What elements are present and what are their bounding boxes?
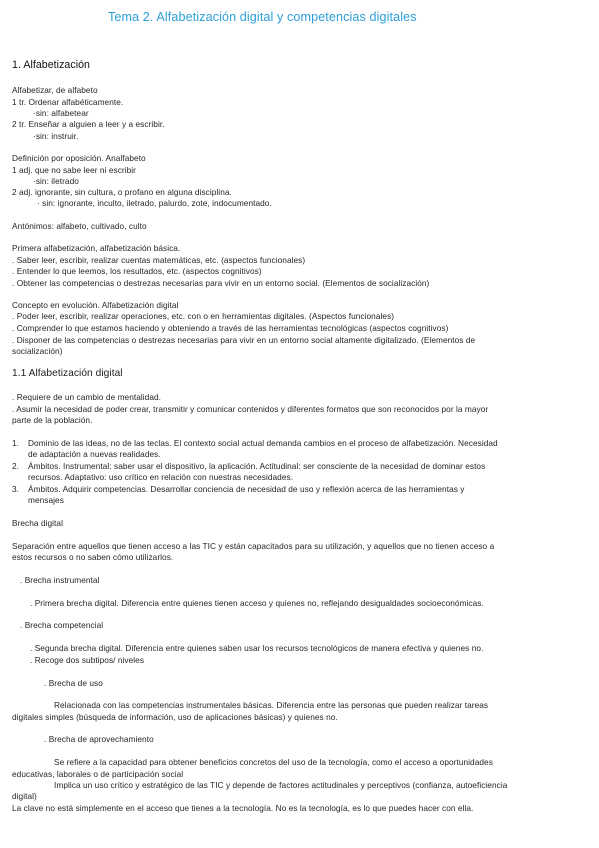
paragraph-line: Implica un uso crítico y estratégico de las TIC y depende de factores actitudinales y perceptivos (confianza, autoeficiencia (54, 780, 508, 790)
subheading-brecha-digital: Brecha digital (12, 518, 63, 528)
paragraph-line: . Obtener las competencias o destrezas necesarias para vivir en un entorno social. (Elementos de socialización) (12, 278, 430, 288)
definition-line: Definición por oposición. Analfabeto (12, 153, 146, 163)
paragraph-line: . Entender lo que leemos, los resultados, etc. (aspectos cognitivos) (12, 266, 262, 276)
subheading-brecha-de-aprovechamiento: . Brecha de aprovechamiento (44, 734, 154, 744)
page-title: Tema 2. Alfabetización digital y competencias digitales (108, 10, 417, 24)
paragraph-line: . Segunda brecha digital. Diferencia entre quienes saben usar los recursos tecnológicos de manera efectiva y quienes no. (30, 643, 484, 653)
paragraph-line: . Saber leer, escribir, realizar cuentas matemáticas, etc. (aspectos funcionales) (12, 255, 306, 265)
subheading-brecha-instrumental: . Brecha instrumental (20, 575, 100, 585)
paragraph-line: Primera alfabetización, alfabetización básica. (12, 243, 181, 253)
paragraph-line: digitales simples (búsqueda de información, uso de aplicaciones básicas) y quienes no. (12, 712, 338, 722)
synonym-line: · sin: ignorante, inculto, iletrado, palurdo, zote, indocumentado. (37, 198, 272, 208)
list-item-line: de adaptación a nuevas realidades. (28, 449, 161, 459)
subheading-brecha-de-uso: . Brecha de uso (44, 678, 103, 688)
paragraph-line: . Disponer de las competencias o destrezas necesarias para vivir en un entorno social altamente digitalizado. (Elementos de (12, 335, 476, 345)
paragraph-line: estos recursos o no saben cómo utilizarlos. (12, 552, 174, 562)
paragraph-line: . Primera brecha digital. Diferencia entre quienes tienen acceso y quienes no, reflejando desigualdades socioeconómicas. (30, 598, 484, 608)
list-item-line: recursos. Adaptativo: uso crítico en relación con nuestras necesidades. (28, 472, 294, 482)
paragraph-line: . Comprender lo que estamos haciendo y obteniendo a través de las herramientas tecnológicas (aspectos cognitivos) (12, 323, 449, 333)
definition-line: Alfabetizar, de alfabeto (12, 85, 98, 95)
paragraph-line: Concepto en evolución. Alfabetización digital (12, 300, 179, 310)
subheading-brecha-competencial: . Brecha competencial (20, 620, 104, 630)
paragraph-line: . Asumir la necesidad de poder crear, transmitir y comunicar contenidos y diferentes formatos que son reconocidos por la mayor (12, 404, 489, 414)
list-item-line: Ámbitos. Adquirir competencias. Desarrollar conciencia de necesidad de uso y reflexión acerca de las herramientas y (28, 484, 465, 494)
paragraph-line: La clave no está simplemente en el acceso que tienes a la tecnología. No es la tecnología, es lo que puedes hacer con ella. (12, 803, 474, 813)
paragraph-line: . Recoge dos subtipos/ niveles (30, 655, 145, 665)
definition-line: 1 tr. Ordenar alfabéticamente. (12, 97, 124, 107)
paragraph-line: educativas, laborales o de participación social (12, 769, 184, 779)
paragraph-line: socialización) (12, 346, 63, 356)
list-item-line: mensajes (28, 495, 64, 505)
antonyms-line: Antónimos: alfabeto, cultivado, culto (12, 221, 147, 231)
section-heading-alfabetizacion: 1. Alfabetización (12, 59, 91, 71)
list-item-number: 2. (12, 461, 20, 471)
list-item-number: 1. (12, 438, 20, 448)
synonym-line: ·sin: instruir. (33, 131, 79, 141)
paragraph-line: Se refiere a la capacidad para obtener beneficios concretos del uso de la tecnología, como el acceso a oportunidades (54, 757, 493, 767)
paragraph-line: Separación entre aquellos que tienen acceso a las TIC y están capacitados para su utilización, y aquellos que no tienen acceso a (12, 541, 495, 551)
paragraph-line: Relacionada con las competencias instrumentales básicas. Diferencia entre las personas que pueden realizar tareas (54, 700, 489, 710)
list-item-line: Dominio de las ideas, no de las teclas. El contexto social actual demanda cambios en el proceso de alfabetización. Necesidad (28, 438, 498, 448)
paragraph-line: . Requiere de un cambio de mentalidad. (12, 392, 162, 402)
synonym-line: ·sin: alfabetear (33, 108, 89, 118)
definition-line: 2 tr. Enseñar a alguien a leer y a escribir. (12, 119, 165, 129)
synonym-line: ·sin: iletrado (33, 176, 79, 186)
paragraph-line: digital) (12, 791, 37, 801)
definition-line: 2 adj. ignorante, sin cultura, o profano en alguna disciplina. (12, 187, 232, 197)
paragraph-line: . Poder leer, escribir, realizar operaciones, etc. con o en herramientas digitales. (Aspectos funcionales) (12, 311, 395, 321)
definition-line: 1 adj. que no sabe leer ni escribir (12, 165, 136, 175)
list-item-number: 3. (12, 484, 20, 494)
section-heading-alfabetizacion-digital: 1.1 Alfabetización digital (12, 368, 123, 379)
paragraph-line: parte de la población. (12, 415, 93, 425)
list-item-line: Ámbitos. Instrumental: saber usar el dispositivo, la aplicación. Actitudinal: ser consciente de la necesidad de dominar estos (28, 461, 486, 471)
